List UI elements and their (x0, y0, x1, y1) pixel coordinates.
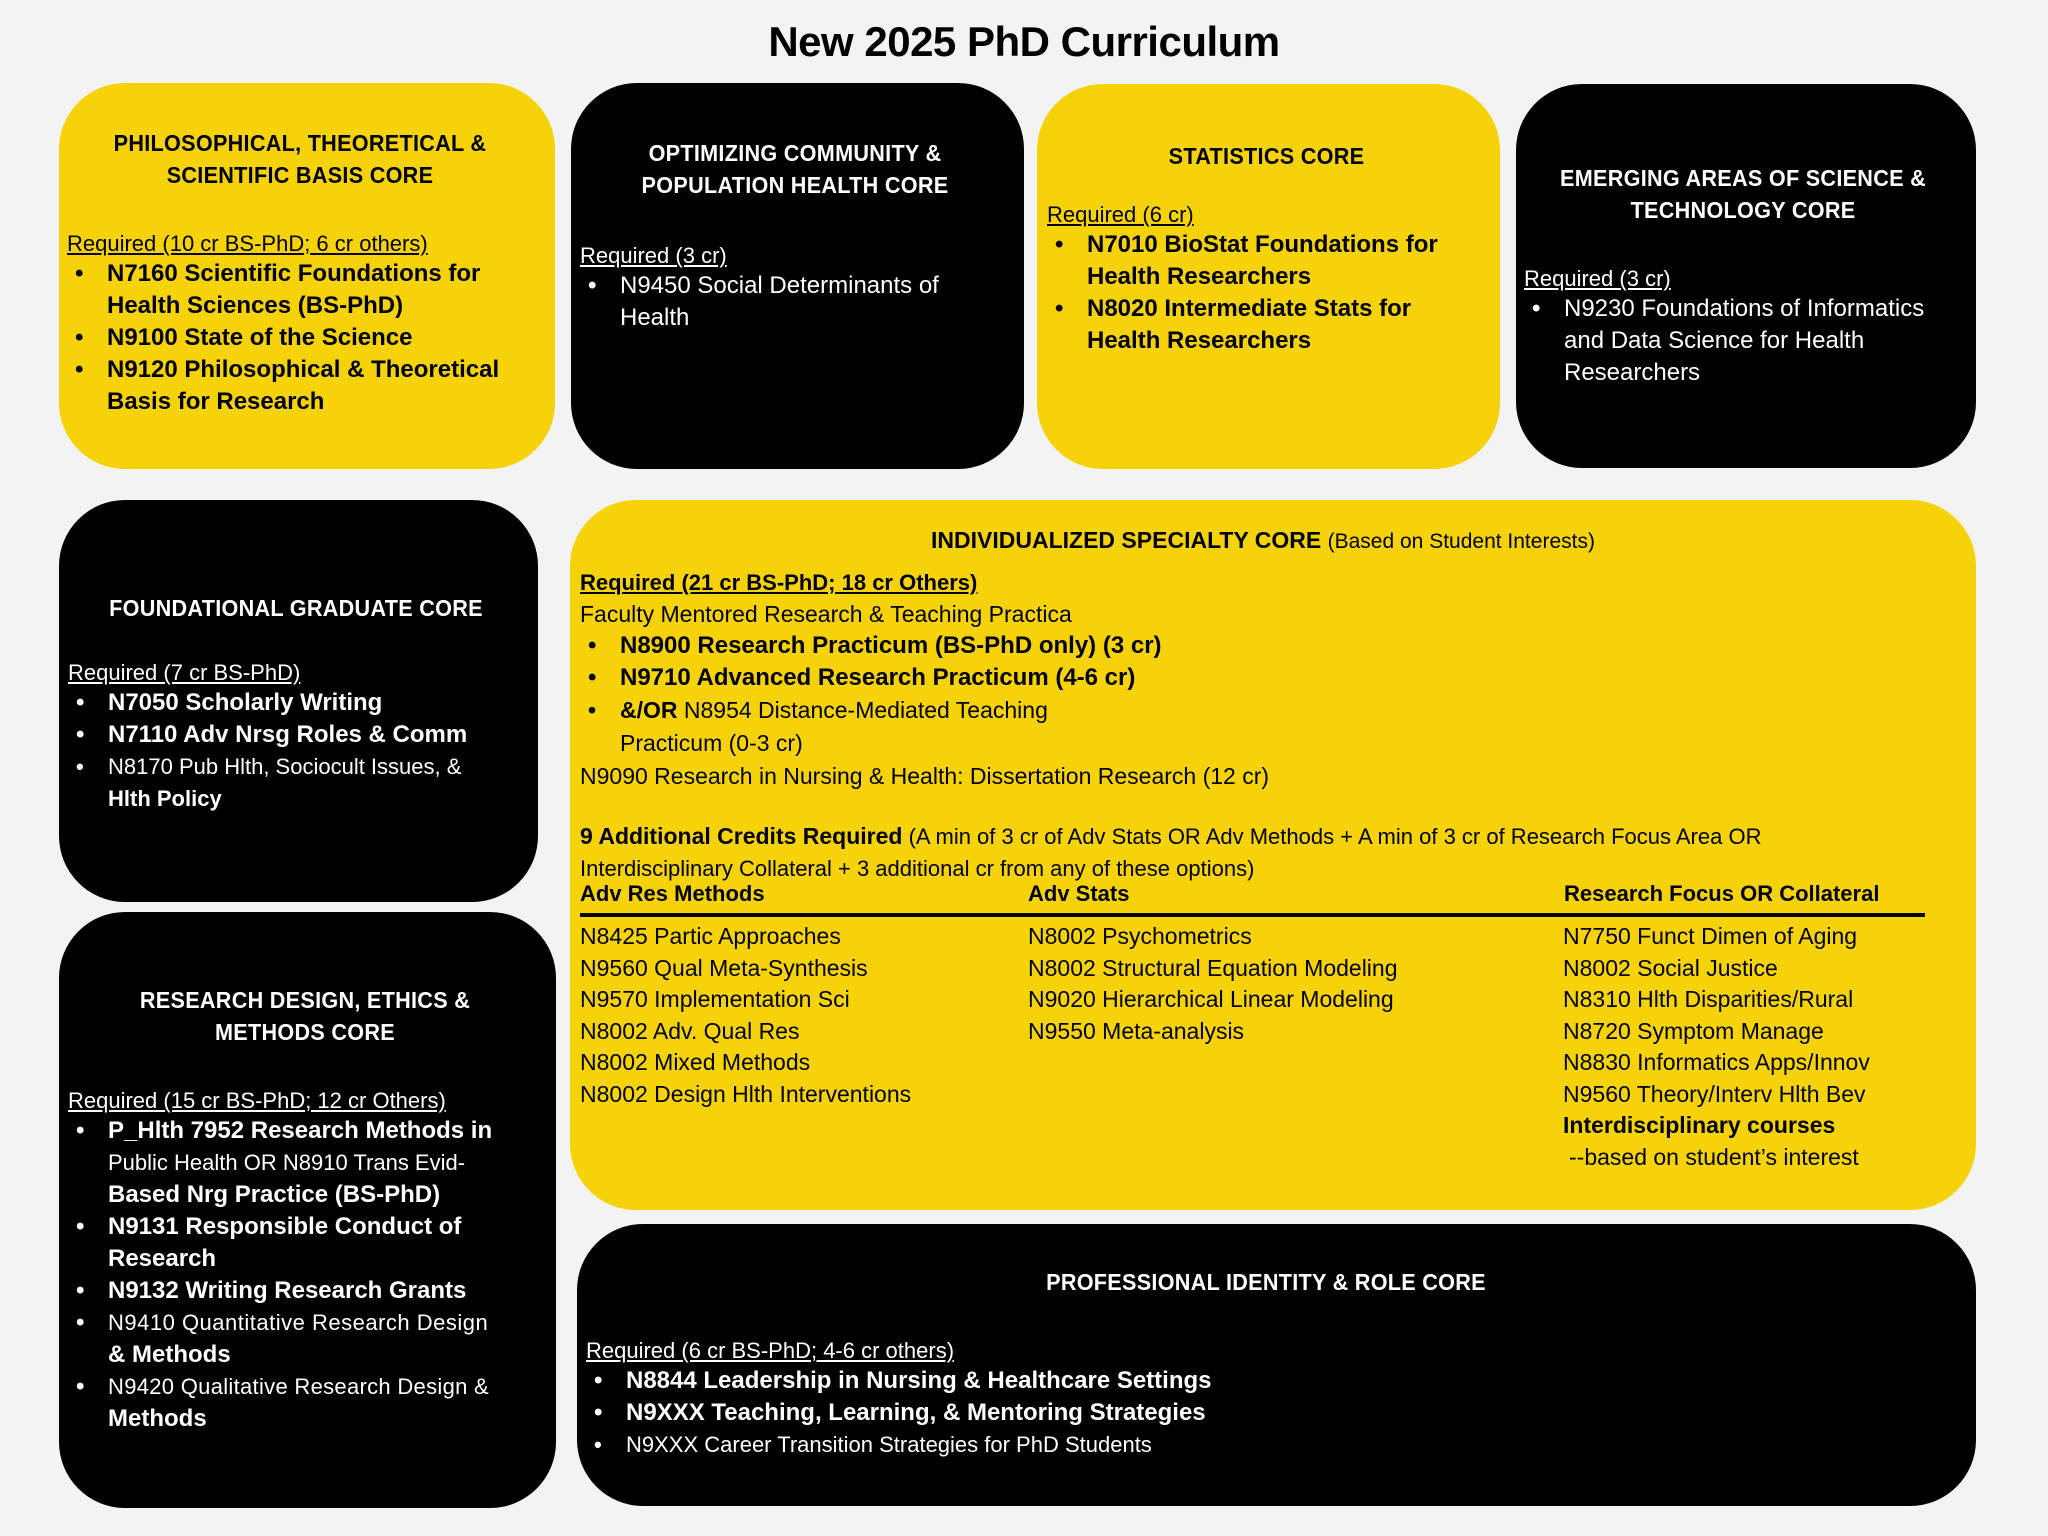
required-credits: Required (21 cr BS-PhD; 18 cr Others) (580, 570, 978, 595)
course-list (1524, 293, 1962, 389)
community-health-core-card (571, 83, 1024, 469)
required-credits: Required (15 cr BS-PhD; 12 cr Others) (68, 1088, 446, 1113)
card-title: OPTIMIZING COMMUNITY & POPULATION HEALTH CORE (641, 140, 949, 198)
table-cell: N8002 Psychometrics (1028, 923, 1252, 949)
course-item: • N9100 State of the Science (67, 322, 533, 354)
course-item: • &/OR N8954 Distance-Mediated Teaching Practicum (0-3 cr) (580, 694, 1946, 760)
course-item: • N7010 BioStat Foundations for Health Researchers (1047, 229, 1486, 293)
course-list (1047, 229, 1486, 357)
card-title: EMERGING AREAS OF SCIENCE & TECHNOLOGY CORE (1560, 165, 1926, 223)
card-title: RESEARCH DESIGN, ETHICS & METHODS CORE (139, 987, 471, 1045)
course-item: • N9132 Writing Research Grants (68, 1275, 542, 1307)
column-header-research-focus: Research Focus OR Collateral (1564, 881, 1880, 906)
research-focus-column (1563, 921, 1870, 1173)
additional-credits-note: 9 Additional Credits Required (A min of 3 cr of Adv Stats OR Adv Methods + A min of 3 cr of Research Focus Area OR Interdisciplinary Collateral + 3 additional cr from any of these options) (580, 823, 1762, 881)
required-credits: Required (6 cr) (1047, 202, 1194, 227)
card-title: STATISTICS CORE (1168, 143, 1365, 169)
table-cell: N8002 Mixed Methods (580, 1049, 811, 1075)
course-list (586, 1365, 1946, 1461)
course-item: • N9131 Responsible Conduct of Research (68, 1211, 542, 1275)
required-credits: Required (3 cr) (1524, 266, 1671, 291)
course-item: • N9120 Philosophical & Theoretical Basis for Research (67, 354, 533, 418)
course-item: • N7050 Scholarly Writing (68, 687, 524, 719)
required-credits: Required (10 cr BS-PhD; 6 cr others) (67, 231, 428, 256)
practica-heading: Faculty Mentored Research & Teaching Practica (580, 601, 1072, 627)
interdisciplinary-note: --based on student’s interest (1569, 1143, 1859, 1170)
table-cell: N8310 Hlth Disparities/Rural (1563, 986, 1854, 1012)
course-item: • N7110 Adv Nrsg Roles & Comm (68, 719, 524, 751)
table-cell: N9570 Implementation Sci (580, 986, 850, 1012)
table-cell: N8002 Social Justice (1563, 954, 1778, 981)
professional-identity-core-card (577, 1224, 1976, 1506)
column-header-adv-stats: Adv Stats (1028, 881, 1130, 906)
table-cell: N9560 Qual Meta-Synthesis (580, 954, 868, 981)
card-title: PROFESSIONAL IDENTITY & ROLE CORE (1046, 1269, 1486, 1295)
course-item: • N9420 Qualitative Research Design & Methods (68, 1371, 542, 1435)
course-item: • N9XXX Career Transition Strategies for PhD Students (586, 1429, 1946, 1461)
table-cell: N9560 Theory/Interv Hlth Bev (1563, 1080, 1866, 1107)
table-cell: N9020 Hierarchical Linear Modeling (1028, 986, 1394, 1012)
interdisciplinary-label: Interdisciplinary courses (1563, 1112, 1836, 1138)
adv-stats-column (1028, 921, 1398, 1047)
course-item: • N9450 Social Determinants of Health (580, 270, 1010, 334)
statistics-core-card (1037, 84, 1500, 469)
course-item: • N8170 Pub Hlth, Sociocult Issues, & Hlth Policy (68, 751, 524, 815)
course-item: • P_Hlth 7952 Research Methods in Public Health OR N8910 Trans Evid- Based Nrg Practice (BS-PhD) (68, 1115, 542, 1211)
table-cell: N8830 Informatics Apps/Innov (1563, 1049, 1870, 1075)
required-credits: Required (7 cr BS-PhD) (68, 660, 301, 685)
required-credits: Required (3 cr) (580, 243, 727, 268)
course-item: • N8900 Research Practicum (BS-PhD only) (3 cr) (580, 630, 1946, 662)
table-cell: N8425 Partic Approaches (580, 923, 841, 949)
practica-list (580, 630, 1946, 760)
course-item: • N9410 Quantitative Research Design & Methods (68, 1307, 542, 1371)
course-list (68, 687, 524, 815)
emerging-science-core-card (1516, 84, 1976, 468)
course-item: • N9710 Advanced Research Practicum (4-6 cr) (580, 662, 1946, 694)
elective-options-table (580, 881, 1925, 1170)
column-header-adv-res-methods: Adv Res Methods (580, 881, 765, 906)
philosophical-core-card (59, 83, 555, 469)
individualized-specialty-core-card (570, 500, 1976, 1210)
table-cell: N8002 Adv. Qual Res (580, 1017, 800, 1044)
table-header (580, 881, 1925, 917)
table-cell: N9550 Meta-analysis (1028, 1017, 1245, 1044)
card-title: INDIVIDUALIZED SPECIALTY CORE (Based on Student Interests) (931, 527, 1595, 553)
table-cell: N7750 Funct Dimen of Aging (1563, 923, 1858, 949)
foundational-graduate-core-card (59, 500, 538, 902)
card-title: PHILOSOPHICAL, THEORETICAL & SCIENTIFIC BASIS CORE (113, 130, 487, 188)
course-item: • N8020 Intermediate Stats for Health Researchers (1047, 293, 1486, 357)
course-list (67, 258, 533, 418)
course-item: • N7160 Scientific Foundations for Health Sciences (BS-PhD) (67, 258, 533, 322)
course-item: • N8844 Leadership in Nursing & Healthcare Settings (586, 1365, 1946, 1397)
dissertation-course: N9090 Research in Nursing & Health: Dissertation Research (12 cr) (580, 763, 1270, 789)
table-cell: N8002 Structural Equation Modeling (1028, 954, 1398, 981)
course-item: • N9XXX Teaching, Learning, & Mentoring Strategies (586, 1397, 1946, 1429)
course-list (580, 270, 1010, 334)
course-item: • N9230 Foundations of Informatics and Data Science for Health Researchers (1524, 293, 1962, 389)
table-cell: N8720 Symptom Manage (1563, 1017, 1824, 1044)
table-cell: N8002 Design Hlth Interventions (580, 1080, 912, 1107)
course-list (68, 1115, 542, 1435)
card-title: FOUNDATIONAL GRADUATE CORE (109, 595, 483, 621)
adv-res-methods-column (580, 921, 911, 1110)
required-credits: Required (6 cr BS-PhD; 4-6 cr others) (586, 1338, 955, 1363)
research-design-core-card (59, 912, 556, 1508)
page-title: New 2025 PhD Curriculum (768, 18, 1280, 65)
